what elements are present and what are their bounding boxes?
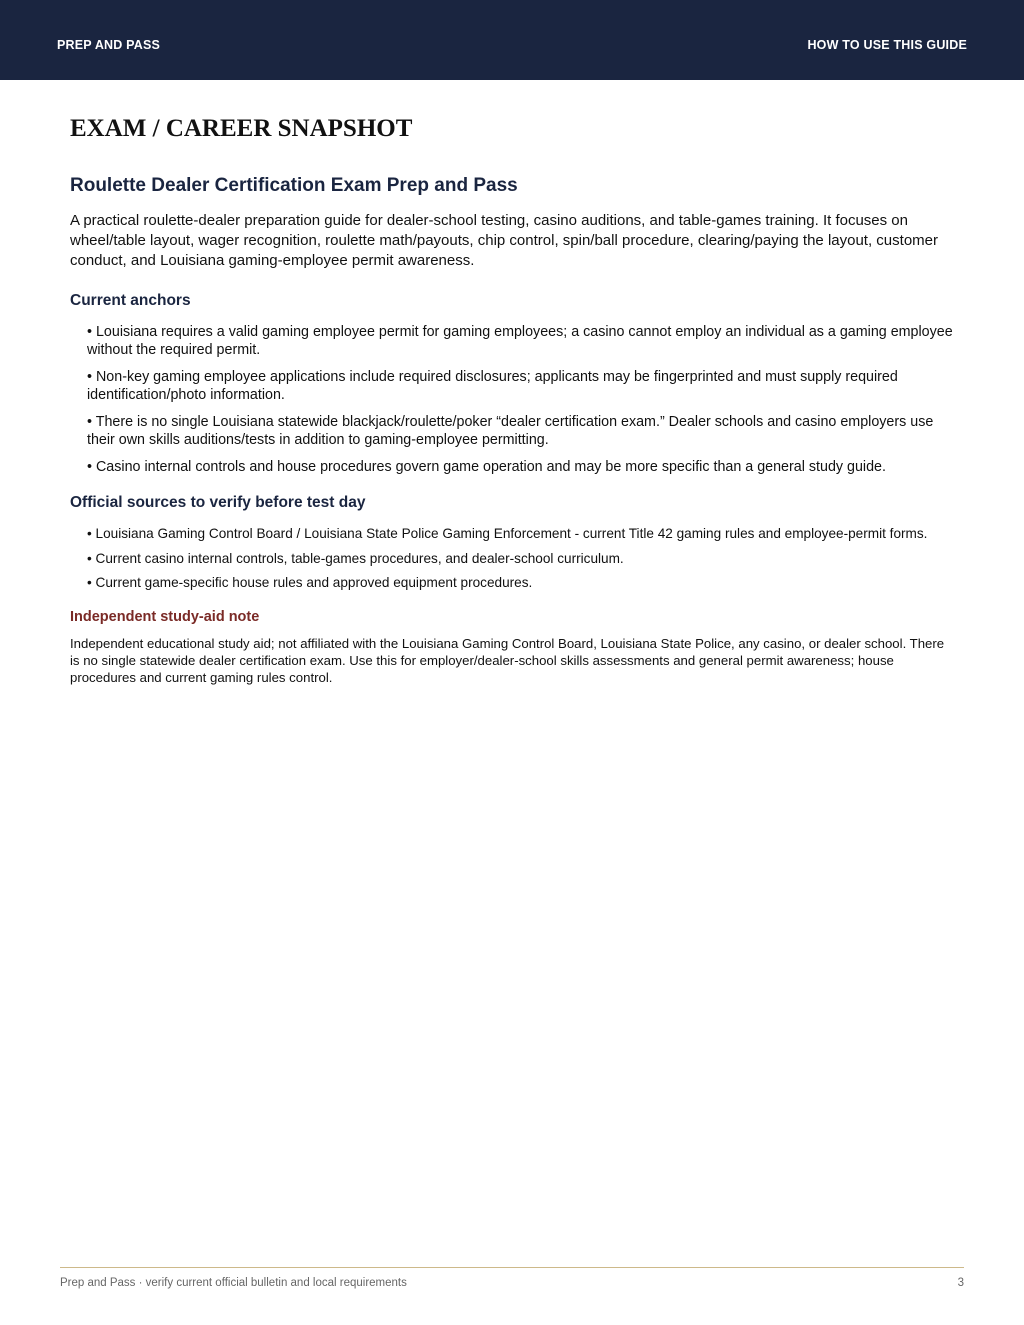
note-text: Independent educational study aid; not affiliated with the Louisiana Gaming Control Board, Louisiana State Police, any casino, or dealer school. There is no single statewide dealer certification exam. Use this for employer/dealer-school skills assessments and general permit awareness; house procedures and current gaming rules control. — [70, 635, 945, 685]
list-item: • Non-key gaming employee applications include required disclosures; applicants may be fingerprinted and must supply required identification/photo information. — [87, 369, 898, 403]
list-item: • Current casino internal controls, table-games procedures, and dealer-school curriculum. — [87, 550, 624, 566]
note-heading: Independent study-aid note — [70, 608, 260, 625]
main-content — [70, 113, 956, 686]
list-item: • Current game-specific house rules and approved equipment procedures. — [87, 575, 533, 590]
page-number: 3 — [957, 1277, 964, 1289]
page-title: EXAM / CAREER SNAPSHOT — [70, 115, 413, 142]
intro-paragraph: A practical roulette-dealer preparation guide for dealer-school testing, casino auditions, and table-games training. It focuses on wheel/table layout, wager recognition, roulette math/payouts, chip control, spin/ball procedure, clearing/paying the layout, customer conduct, and Louisiana gaming-employee permit awareness. — [70, 212, 938, 269]
section-label: HOW TO USE THIS GUIDE — [807, 38, 967, 52]
anchors-list — [70, 323, 956, 476]
list-item: • Casino internal controls and house procedures govern game operation and may be more specific than a general study guide. — [87, 459, 886, 475]
footer-divider — [60, 1267, 964, 1268]
anchors-heading: Current anchors — [70, 292, 191, 309]
sources-list — [70, 525, 956, 592]
list-item: • Louisiana requires a valid gaming employee permit for gaming employees; a casino cannot employ an individual as a gaming employee without the required permit. — [87, 324, 953, 358]
footer-text: Prep and Pass · verify current official bulletin and local requirements — [60, 1277, 407, 1289]
list-item: • Louisiana Gaming Control Board / Louisiana State Police Gaming Enforcement - current Title 42 gaming rules and employee-permit forms. — [87, 526, 928, 541]
doc-title: Roulette Dealer Certification Exam Prep and Pass — [70, 175, 518, 196]
header-bar — [0, 0, 1024, 80]
list-item: • There is no single Louisiana statewide blackjack/roulette/poker “dealer certification exam.” Dealer schools and casino employers use their own skills auditions/tests in addition to gaming-employee permitting. — [87, 414, 934, 448]
sources-heading: Official sources to verify before test day — [70, 494, 366, 511]
brand-label: PREP AND PASS — [57, 38, 161, 52]
